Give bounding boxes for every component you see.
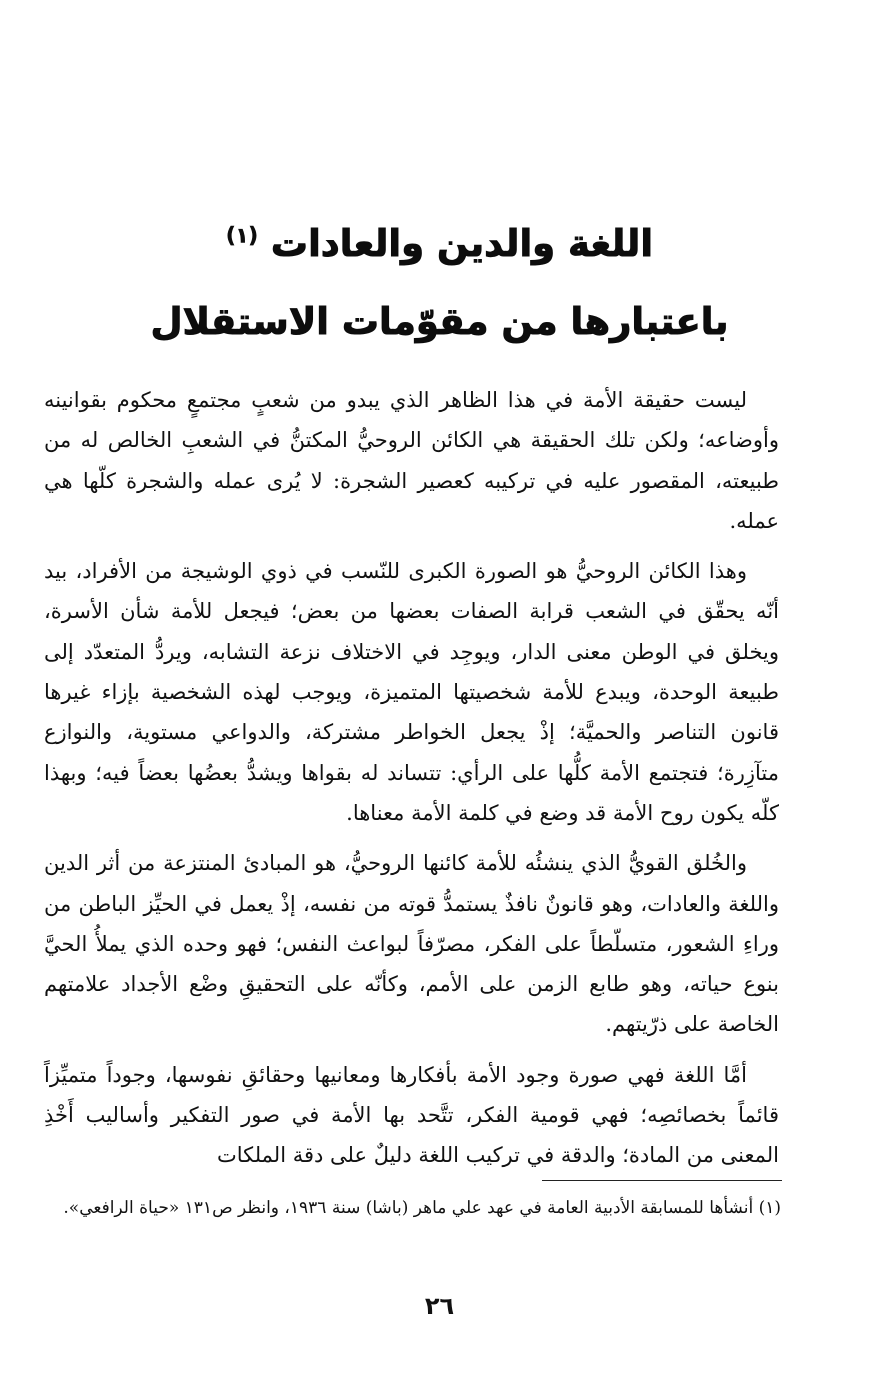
body-text (44, 380, 779, 1186)
title-footnote-marker: (١) (225, 223, 259, 248)
footnote-divider (542, 1180, 782, 1181)
page-number: ٢٦ (424, 1292, 455, 1320)
paragraph-4: أمَّا اللغة فهي صورة وجود الأمة بأفكارها ومعانيها وحقائقِ نفوسها، وجوداً متميِّزاً قائماً بخصائصِه؛ فهي قومية الفكر، تتَّحد بها الأمة في صور التفكير وأساليب أَخْذِ المعنى من المادة؛ والدقة في تركيب اللغة دليلٌ على دقة الملكات (44, 1062, 779, 1168)
chapter-title-line-2: باعتبارها من مقوّمات الاستقلال (150, 300, 729, 343)
footnote: (١) أنشأها للمسابقة الأدبية العامة في عهد علي ماهر (باشا) سنة ١٩٣٦، وانظر ص١٣١ «حياة الرافعي». (63, 1198, 781, 1218)
paragraph-3: والخُلق القويُّ الذي ينشئُه للأمة كائنها الروحيُّ، هو المبادئ المنتزعة من أثر الدين واللغة والعادات، وهو قانونٌ نافذٌ يستمدُّ قوته من نفسه، إذْ يعمل في الحيِّز الباطن من وراءِ الشعور، متسلّطاً على الفكر، مصرّفاً لبواعث النفس؛ فهو وحده الذي يملأُ الحيَّ بنوع حياته، وهو طابع الزمن على الأمم، وكأنّه على التحقيقِ وضْع الأجداد علامتهم الخاصة على ذرّيتهم. (44, 851, 779, 1037)
paragraph-2: وهذا الكائن الروحيُّ هو الصورة الكبرى للنّسب في ذوي الوشيجة من الأفراد، بيد أنّه يحقّق في الشعب قرابة الصفات بعضها من بعض؛ فيجعل للأمة شأن الأسرة، ويخلق في الوطن معنى الدار، ويوجِد في الاختلاف نزعة التشابه، ويردُّ المتعدّد إلى طبيعة الوحدة، ويبدع للأمة شخصيتها المتميزة، ويوجب لهذه الشخصية بإزاء غيرها قانون التناصر والحميَّة؛ إذْ يجعل الخواطر مشتركة، والدواعي مستوية، والنوازع متآزِرة؛ فتجتمع الأمة كلُّها على الرأي: تتساند له بقواها ويشدُّ بعضُها بعضاً فيه؛ وبهذا كلّه يكون روح الأمة قد وضع في كلمة الأمة معناها. (44, 559, 780, 825)
paragraph-1: ليست حقيقة الأمة في هذا الظاهر الذي يبدو من شعبٍ مجتمعٍ محكوم بقوانينه وأوضاعه؛ ولكن تلك الحقيقة هي الكائن الروحيُّ المكتنُّ في الشعبِ الخالص له من طبيعته، المقصور عليه في تركيبه كعصير الشجرة: لا يُرى عمله والشجرة كلّها هي عمله. (44, 388, 779, 533)
chapter-title-text: اللغة والدين والعادات (270, 222, 654, 265)
chapter-title-line-1 (0, 222, 879, 265)
